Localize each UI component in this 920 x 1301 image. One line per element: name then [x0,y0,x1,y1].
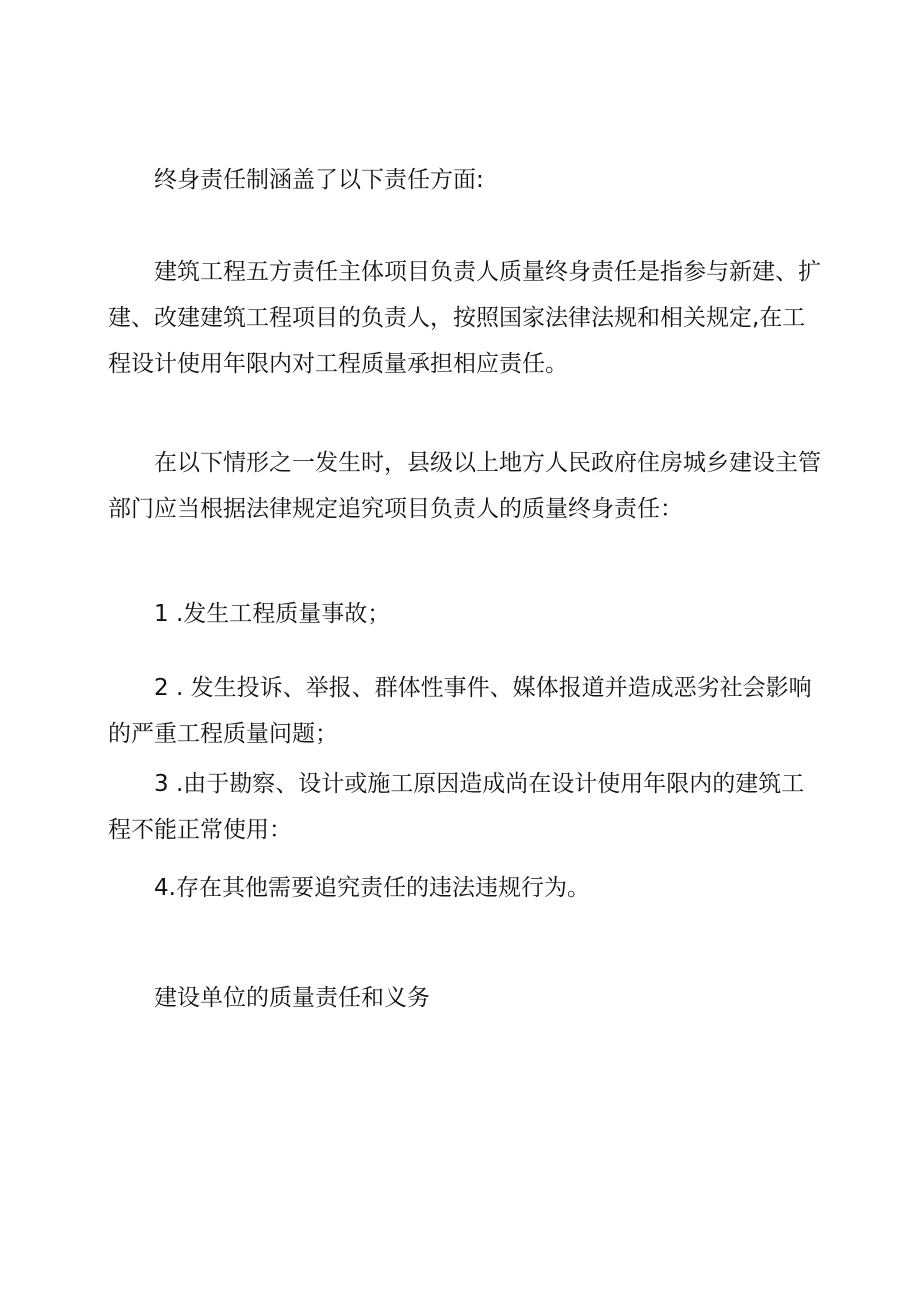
paragraph-intro [108,157,823,203]
text-line: 终身责任制涵盖了以下责任方面: [154,167,484,193]
section-heading [108,975,823,1021]
text-line: 建、改建建筑工程项目的负责人，按照国家法律法规和相关规定,在工 [108,305,806,331]
text-line: 部门应当根据法律规定追究项目负责人的质量终身责任： [108,496,683,522]
text-line: 2 . 发生投诉、举报、群体性事件、媒体报道并造成恶劣社会影响 [154,675,812,701]
text-line: 3 .由于勘察、设计或施工原因造成尚在设计使用年限内的建筑工 [154,771,805,797]
text-line: 程设计使用年限内对工程质量承担相应责任。 [108,351,568,377]
text-line: 建筑工程五方责任主体项目负责人质量终身责任是指参与新建、扩 [154,259,821,285]
text-line: 在以下情形之一发生时，县级以上地方人民政府住房城乡建设主管 [154,450,821,476]
list-item-2 [108,665,823,757]
text-line: 程不能正常使用： [108,817,292,843]
paragraph-conditions [108,440,823,532]
text-line: 1 .发生工程质量事故； [154,601,391,627]
list-item-1 [108,591,823,637]
text-line: 建设单位的质量责任和义务 [154,985,430,1011]
paragraph-definition [108,249,823,387]
text-line: 4.存在其他需要追究责任的违法违规行为。 [154,875,590,901]
list-item-3 [108,761,823,853]
list-item-4 [108,865,823,911]
text-line: 的严重工程质量问题； [108,721,338,747]
